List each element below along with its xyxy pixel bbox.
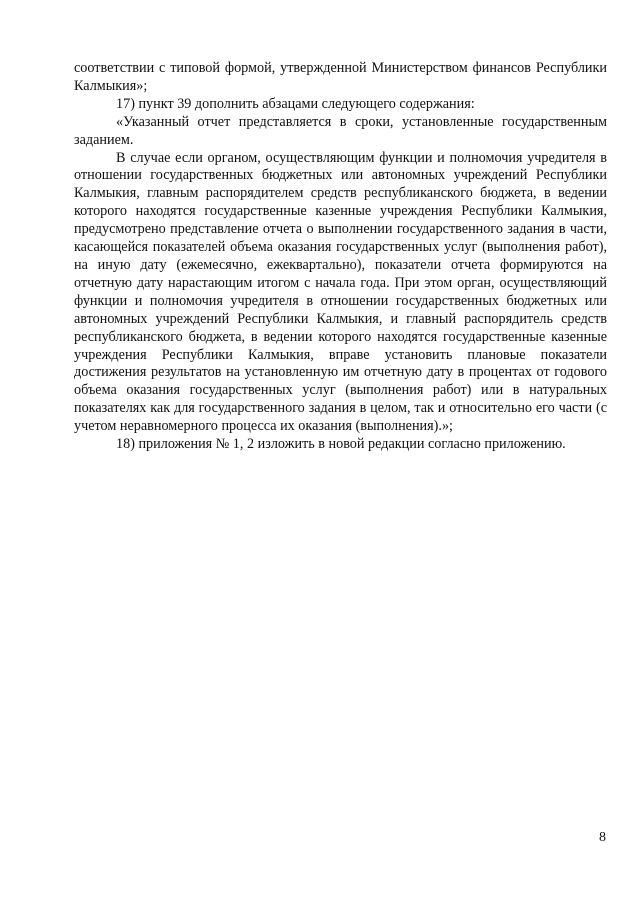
paragraph-report-details: В случае если органом, осуществляющим функции и полномочия учредителя в отношении государственных бюджетных или автономных учреждений Республики Калмыкия, главным распорядителем средств республиканского бюджета, в ведении которого находятся государственные казенные учреждения Республики Калмыкия, предусмотрено представление отчета о выполнении государственного задания в части, касающейся показателей объема оказания государственных услуг (выполнения работ), на иную дату (ежемесячно, ежеквартально), показатели отчета формируются на отчетную дату нарастающим итогом с начала года. При этом орган, осуществляющий функции и полномочия учредителя в отношении государственных бюджетных или автономных учреждений Республики Калмыкия, и главный распорядитель средств республиканского бюджета, в ведении которого находятся государственные казенные учреждения Республики Калмыкия, вправе установить плановые показатели достижения результатов на установленную им отчетную дату в процентах от годового объема оказания государственных услуг (выполнения работ) или в натуральных показателях как для государственного задания в целом, так и относительно его части (с учетом неравномерного процесса их оказания (выполнения).»; [74,149,607,435]
document-body [74,60,607,454]
page-number: 8 [599,830,606,845]
paragraph-report-deadline: «Указанный отчет представляется в сроки, установленные государственным заданием. [74,113,607,148]
paragraph-continuation: соответствии с типовой формой, утвержденной Министерством финансов Республики Калмыкия»; [74,60,607,94]
paragraph-item-18: 18) приложения № 1, 2 изложить в новой редакции согласно приложению. [116,436,566,453]
paragraph-item-17: 17) пункт 39 дополнить абзацами следующего содержания: [116,95,475,112]
